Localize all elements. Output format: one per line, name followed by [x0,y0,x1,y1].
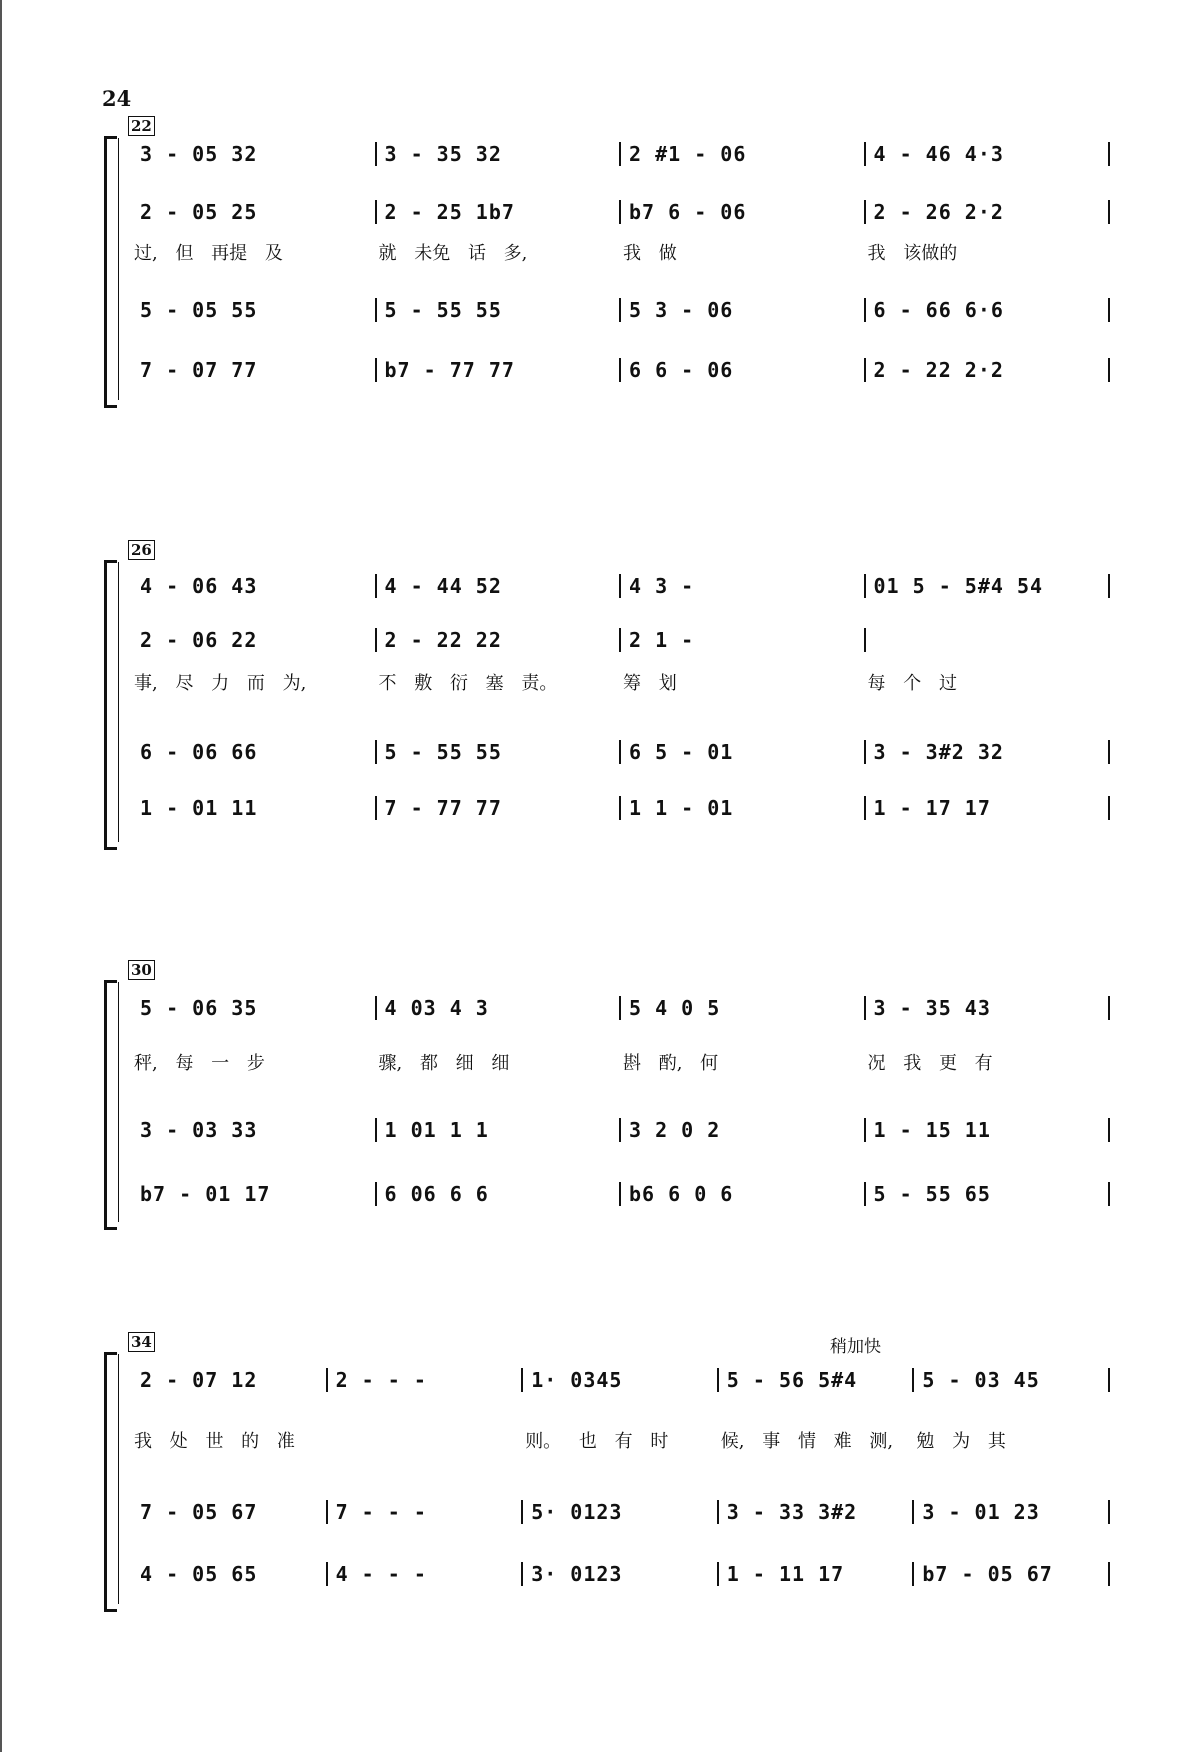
measure-notes: 6 06 6 6 [377,1182,622,1206]
voice-row [132,736,1110,768]
measure-notes: 1 - 11 17 [719,1562,915,1586]
system-bracket [104,1352,117,1612]
measure-notes: 3 - 35 32 [377,142,622,166]
measure-notes: 7 - 05 67 [132,1500,328,1524]
measure-notes: b7 - 77 77 [377,358,622,382]
measure-notes: 1 - 01 11 [132,796,377,820]
measure-notes: 5 - 05 55 [132,298,377,322]
measure-notes: 6 - 06 66 [132,740,377,764]
measure-notes: 6 5 - 01 [621,740,866,764]
measure-notes: b6 6 0 6 [621,1182,866,1206]
measure-notes: 3 - 35 43 [866,996,1111,1020]
voice-row [132,1114,1110,1146]
measure-number: 26 [128,540,155,560]
lyric-text: 不 敷 衍 塞 责。 [378,673,558,694]
measure-notes: 5 - 56 5#4 [719,1368,915,1392]
measure-notes: 3 - 33 3#2 [719,1500,915,1524]
system-bracket-inner [118,138,119,400]
measure-notes: 01 5 - 5#4 54 [866,574,1111,598]
lyric-text: 事, 尽 力 而 为, [134,673,307,694]
lyric-text: 过, 但 再提 及 [134,243,283,264]
lyric-text: 每 个 过 [867,673,957,694]
measure-notes: 4 - 05 65 [132,1562,328,1586]
system-bracket [104,980,117,1230]
measure-notes: 3 2 0 2 [621,1118,866,1142]
measure-notes: 3· 0123 [523,1562,719,1586]
system-bracket-inner [118,562,119,842]
lyric-text: 骤, 都 细 细 [378,1053,510,1074]
measure-notes: b7 6 - 06 [621,200,866,224]
measure-notes: 3 - 05 32 [132,142,377,166]
voice-row [132,294,1110,326]
measure-notes: 4 03 4 3 [377,996,622,1020]
measure-notes: 7 - 07 77 [132,358,377,382]
measure-notes: 5 - 06 35 [132,996,377,1020]
voice-row [132,196,1110,228]
measure-notes: 2 - 05 25 [132,200,377,224]
measure-notes: 1 01 1 1 [377,1118,622,1142]
measure-notes: 2 - 07 12 [132,1368,328,1392]
voice-row [132,570,1110,602]
measure-number: 30 [128,960,155,980]
system-bracket-inner [118,1354,119,1604]
measure-notes: 5 3 - 06 [621,298,866,322]
score-system-3 [110,962,1110,1222]
voice-row [132,1178,1110,1210]
measure-notes: 4 - 06 43 [132,574,377,598]
voice-row [132,1558,1110,1590]
measure-notes: 5 4 0 5 [621,996,866,1020]
system-bracket [104,560,117,850]
lyric-row [132,1424,1110,1456]
measure-notes: 1 - 15 11 [866,1118,1111,1142]
measure-notes: 1 - 17 17 [866,796,1111,820]
system-bracket [104,136,117,408]
lyric-text: 秤, 每 一 步 [134,1053,265,1074]
lyric-text: 就 未免 话 多, [378,243,528,264]
voice-row [132,138,1110,170]
measure-notes: 4 3 - [621,574,866,598]
measure-number: 22 [128,116,155,136]
page-number: 24 [102,86,132,111]
voice-row [132,992,1110,1024]
system-bracket-inner [118,982,119,1222]
measure-notes: b7 - 01 17 [132,1182,377,1206]
measure-notes: 5 - 55 55 [377,740,622,764]
measure-notes: 2 - 25 1b7 [377,200,622,224]
tempo-marking: 稍加快 [830,1337,881,1357]
measure-notes: 2 1 - [621,628,866,652]
measure-notes: 3 - 01 23 [914,1500,1110,1524]
measure-notes: 6 6 - 06 [621,358,866,382]
lyric-text: 斟 酌, 何 [623,1053,719,1074]
measure-notes: 7 - - - [328,1500,524,1524]
measure-notes: 2 - - - [328,1368,524,1392]
lyric-text: 我 做 [623,243,677,264]
lyric-text: 我 处 世 的 准 [134,1431,295,1452]
measure-notes: 2 #1 - 06 [621,142,866,166]
measure-notes: 2 - 26 2·2 [866,200,1111,224]
measure-number: 34 [128,1332,155,1352]
lyric-row [132,666,1110,698]
measure-notes: 2 - 06 22 [132,628,377,652]
voice-row [132,1496,1110,1528]
score-system-4 [110,1334,1110,1604]
measure-notes: 4 - 44 52 [377,574,622,598]
measure-notes: 3 - 3#2 32 [866,740,1111,764]
voice-row [132,354,1110,386]
measure-notes: 1 1 - 01 [621,796,866,820]
measure-notes: 7 - 77 77 [377,796,622,820]
measure-notes: 4 - - - [328,1562,524,1586]
measure-notes: 4 - 46 4·3 [866,142,1111,166]
voice-row [132,1364,1110,1396]
lyric-row [132,236,1110,268]
measure-notes: b7 - 05 67 [914,1562,1110,1586]
measure-notes: 5 - 55 55 [377,298,622,322]
measure-notes: 5 - 55 65 [866,1182,1111,1206]
voice-row [132,624,1110,656]
measure-notes: 2 - 22 2·2 [866,358,1111,382]
lyric-text: 则。 也 有 时 [525,1431,669,1452]
lyric-text: 勉 为 其 [916,1431,1006,1452]
lyric-text: 筹 划 [623,673,677,694]
score-system-1 [110,118,1110,400]
lyric-text: 况 我 更 有 [867,1053,993,1074]
measure-notes: 5 - 03 45 [914,1368,1110,1392]
page-edge-line [0,0,2,1752]
measure-notes: 3 - 03 33 [132,1118,377,1142]
measure-notes: 2 - 22 22 [377,628,622,652]
lyric-text: 我 该做的 [867,243,958,264]
lyric-row [132,1046,1110,1078]
lyric-text: 候, 事 情 难 测, [720,1431,894,1452]
measure-notes: 1· 0345 [523,1368,719,1392]
measure-notes: 5· 0123 [523,1500,719,1524]
score-system-2 [110,542,1110,842]
voice-row [132,792,1110,824]
measure-notes: 6 - 66 6·6 [866,298,1111,322]
